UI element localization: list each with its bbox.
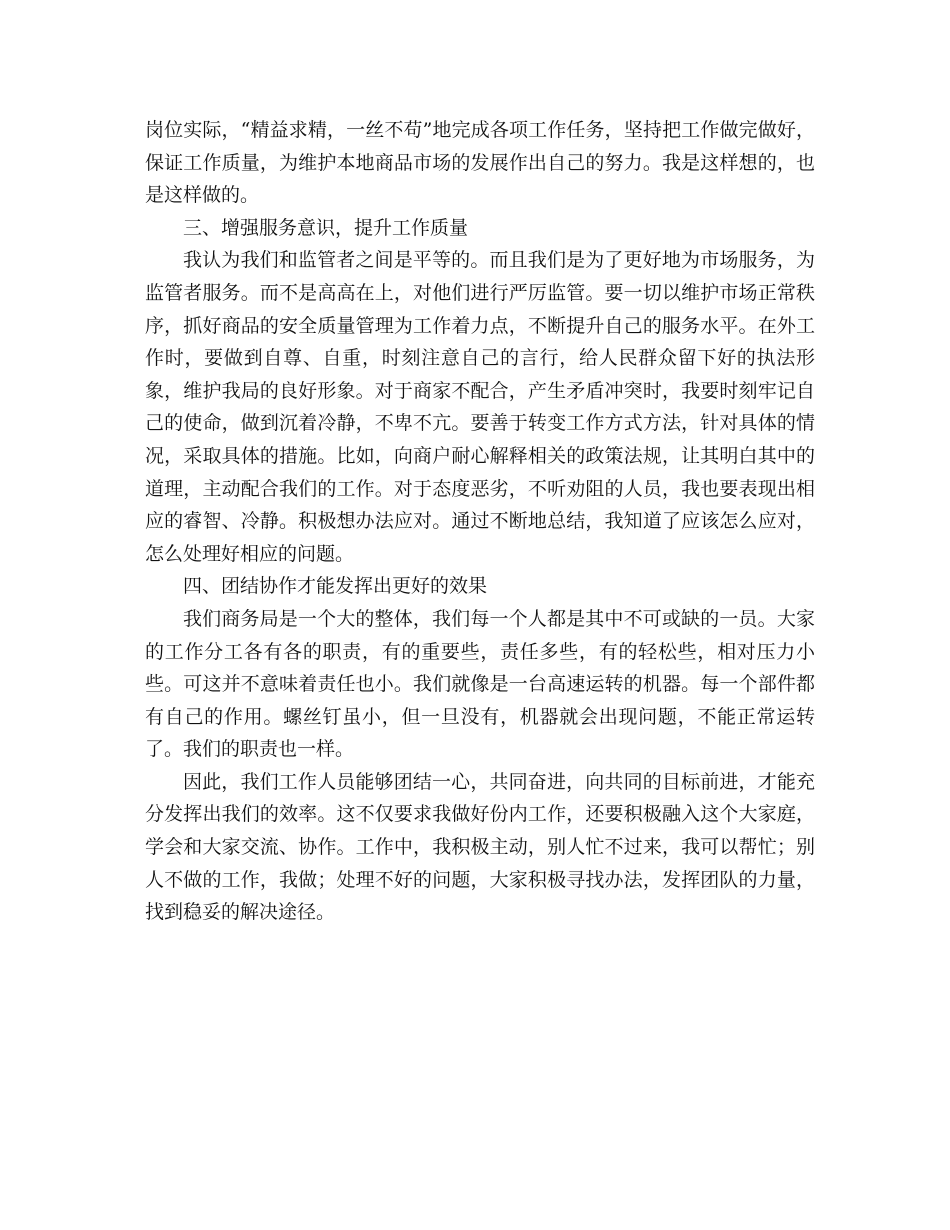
section-heading-4: 四、团结协作才能发挥出更好的效果 xyxy=(183,575,488,598)
paragraph-service: 我认为我们和监管者之间是平等的。而且我们是为了更好地为市场服务，为监管者服务。而不是高高在上，对他们进行严厉监管。要一切以维护市场正常秩序，抓好商品的安全质量管理为工作着力点，不断提升自己的服务水平。在外工作时，要做到自尊、自重，时刻注意自己的言行，给人民群众留下好的执法形象，维护我局的良好形象。对于商家不配合，产生矛盾冲突时，我要时刻牢记自己的使命，做到沉着冷静，不卑不亢。要善于转变工作方式方法，针对具体的情况，采取具体的措施。比如，向商户耐心解释相关的政策法规，让其明白其中的道理，主动配合我们的工作。对于态度恶劣，不听劝阻的人员，我也要表现出相应的睿智、冷静。积极想办法应对。通过不断地总结，我知道了应该怎么应对，怎么处理好相应的问题。 xyxy=(145,249,815,565)
paragraph-conclusion: 因此，我们工作人员能够团结一心，共同奋进，向共同的目标前进，才能充分发挥出我们的效率。这不仅要求我做好份内工作，还要积极融入这个大家庭，学会和大家交流、协作。工作中，我积极主动，别人忙不过来，我可以帮忙；别人不做的工作，我做；处理不好的问题，大家积极寻找办法，发挥团队的力量，找到稳妥的解决途径。 xyxy=(145,770,815,924)
paragraph-teamwork: 我们商务局是一个大的整体，我们每一个人都是其中不可或缺的一员。大家的工作分工各有各的职责，有的重要些，责任多些，有的轻松些，相对压力小些。可这并不意味着责任也小。我们就像是一台高速运转的机器。每一个部件都有自己的作用。螺丝钉虽小，但一旦没有，机器就会出现问题，不能正常运转了。我们的职责也一样。 xyxy=(145,607,815,761)
document-body xyxy=(145,114,815,929)
paragraph-continuation: 岗位实际，“精益求精，一丝不苟”地完成各项工作任务，坚持把工作做完做好，保证工作质量，为维护本地商品市场的发展作出自己的努力。我是这样想的，也是这样做的。 xyxy=(145,119,815,207)
section-heading-3: 三、增强服务意识，提升工作质量 xyxy=(183,216,469,239)
